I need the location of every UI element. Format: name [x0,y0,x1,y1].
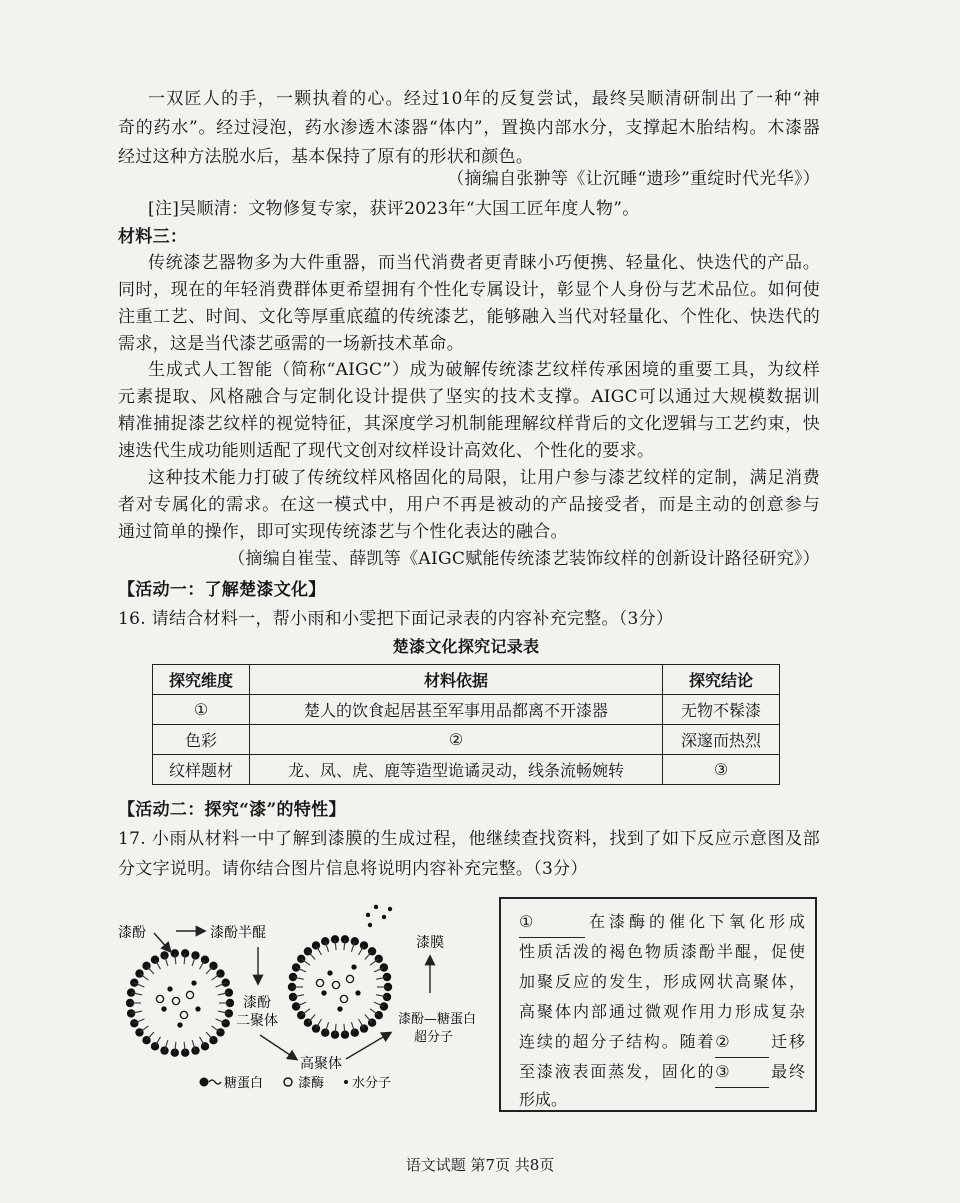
micelle-left [126,949,234,1057]
table-cell: ② [250,725,663,755]
water-particle [192,981,196,985]
label-dimer-2: 二聚体 [236,1013,278,1029]
table-header-row [153,665,780,695]
box-line-3: 加聚反应的发生，形成网状高聚体， [519,972,805,991]
material3-p3-line-2: 者对专属化的需求。在这一模式中，用户不再是被动的产品接受者，而是主动的创意参与 [118,495,820,515]
table-header: 探究维度 [153,665,250,695]
material3-heading: 材料三： [118,227,188,247]
glycoprotein-tail-icon [209,1080,221,1084]
question-16: 16. 请结合材料一，帮小雨和小雯把下面记录表的内容补充完整。（3分） [118,609,674,629]
box-line-7: 形成。 [519,1090,568,1109]
glycoprotein-head [312,1024,320,1032]
arrow-to-polymer [260,1035,296,1059]
blank-3[interactable]: ③ [715,1057,769,1088]
material3-p1-line-1: 传统漆艺器物多为大件重器，而当代消费者更青睐小巧便携、轻量化、快迭代的产品。 [148,253,820,273]
explanation-box [499,897,817,1112]
laccase-particle [346,975,353,982]
table-cell: 色彩 [153,725,250,755]
material2-line-2: 奇的药水”。经过浸泡，药水渗透木漆器“体内”，置换内部水分，支撑起木胎结构。木漆器 [118,118,820,138]
legend-water: 水分子 [352,1076,392,1091]
box-line-4: 高聚体内部通过微观作用力形成复杂 [519,1002,805,1021]
table-cell: 龙、凤、虎、鹿等造型诡谲灵动，线条流畅婉转 [250,755,663,785]
glycoprotein-head [375,1011,383,1019]
glycoprotein-head [360,1024,368,1032]
laccase-particle [186,991,193,998]
table-row [153,725,780,755]
laccase-particle [180,1011,187,1018]
table-header: 材料依据 [250,665,663,695]
label-film: 漆膜 [416,935,444,951]
glycoprotein-head [351,937,359,945]
reaction-diagram [100,895,495,1105]
label-complex-2: 超分子 [414,1030,454,1045]
question-17-line-2: 分文字说明。请你结合图片信息将说明内容补充完整。（3分） [118,859,588,879]
glycoprotein-head [135,969,143,977]
glycoprotein-head [225,1009,233,1017]
arrow-to-complex [346,1033,390,1059]
table-cell: ① [153,695,250,725]
evaporating-water [366,913,370,917]
material2-line-3: 经过这种方法脱水后，基本保持了原有的形状和颜色。 [118,147,534,167]
label-dimer-1: 漆酚 [243,995,271,1011]
blank-1[interactable]: ① [519,907,585,938]
page-footer: 语文试题 第7页 共8页 [405,1156,555,1174]
activity2-heading: 【活动二：探究“漆”的特性】 [118,800,346,820]
label-complex-1: 漆酚—糖蛋白 [398,1012,477,1027]
legend-glycoprotein: 糖蛋白 [224,1076,264,1091]
material3-p2-line-1: 生成式人工智能（简称“AIGC”）成为破解传统漆艺纹样传承困境的重要工具，为纹样 [148,360,820,380]
water-particle [196,1007,200,1011]
micelle-right [288,905,392,1039]
material3-p3-line-1: 这种技术能力打破了传统纹样风格固化的局限，让用户参与漆艺纹样的定制，满足消费 [148,468,820,488]
water-particle [328,971,332,975]
material3-p2-line-4: 速迭代生成功能则适配了现代文创对纹样设计高效化、个性化的要求。 [118,441,655,461]
water-particle [352,965,356,969]
box-line-2: 性质活泼的褐色物质漆酚半醌，促使 [519,942,805,961]
arrow-urushiol [154,933,170,951]
water-particle [322,991,326,995]
question-17-line-1: 17. 小雨从材料一中了解到漆膜的生成过程，他继续查找资料，找到了如下反应示意图及部 [118,829,820,849]
material3-p1-line-3: 注重工艺、时间、文化等厚重底蕴的传统漆艺，能够融入当代对轻量化、个性化、快迭代的 [118,307,820,327]
table-row [153,755,780,785]
activity1-heading: 【活动一：了解楚漆文化】 [118,580,326,600]
box-text: 在漆酶的催化下氧化形成 [585,912,805,931]
box-line-6 [519,1057,805,1088]
box-text: 至漆液表面蒸发，固化的 [519,1062,716,1081]
material3-p2-line-2: 元素提取、风格融合与定制化设计提供了坚实的技术支撑。AIGC可以通过大规模数据训 [118,387,820,407]
water-particle [168,987,172,991]
laccase-particle [172,997,179,1004]
box-text: 连续的超分子结构。随着 [519,1032,716,1051]
box-line-1 [519,907,805,938]
evaporating-water [368,923,372,927]
glycoprotein-head [375,955,383,963]
laccase-particle [156,995,163,1002]
label-quinone: 漆酚半醌 [210,925,266,941]
label-urushiol: 漆酚 [118,925,146,941]
glycoprotein-head [201,1042,209,1050]
material3-p2-line-3: 精准捕捉漆艺纹样的视觉特征，其深度学习机制能理解纹样背后的文化逻辑与工艺约束，快 [118,414,820,434]
laccase-particle [316,979,323,986]
glycoprotein-head [216,969,224,977]
material2-note: [注]吴顺清：文物修复专家，获评2023年“大国工匠年度人物”。 [148,199,640,219]
material3-source: （摘编自崔莹、薛凯等《AIGC赋能传统漆艺装饰纹样的创新设计路径研究》） [228,549,820,569]
glycoprotein-head [321,937,329,945]
box-line-5 [519,1027,805,1058]
material2-line-1: 一双匠人的手，一颗执着的心。经过10年的反复尝试，最终吴顺清研制出了一种“神 [148,89,820,109]
evaporating-water [388,907,392,911]
table-cell: 无物不髹漆 [663,695,780,725]
water-particle [338,1007,342,1011]
evaporating-water [374,905,378,909]
glycoprotein-legend-icon [200,1078,209,1087]
glycoprotein-head [151,1042,159,1050]
box-text: 迁移 [769,1032,805,1051]
material3-p1-line-4: 需求，这是当代漆艺亟需的一场新技术革命。 [118,334,464,354]
laccase-particle [340,995,347,1002]
water-particle [356,991,360,995]
water-particle [178,1023,182,1027]
table-title: 楚漆文化探究记录表 [392,637,540,656]
material2-source: （摘编自张翀等《让沉睡“遗珍”重绽时代光华》） [447,169,820,189]
glycoprotein-head [191,1046,199,1054]
table-header: 探究结论 [663,665,780,695]
glycoprotein-head [225,988,233,996]
material3-p3-line-3: 通过简单的操作，即可实现传统漆艺与个性化表达的融合。 [118,522,568,542]
water-molecule-legend-icon [344,1080,348,1084]
laccase-particle [332,981,339,988]
legend-laccase: 漆酶 [298,1076,325,1091]
table-cell: 深邃而热烈 [663,725,780,755]
record-table [152,664,780,785]
table-cell: 楚人的饮食起居甚至军事用品都离不开漆器 [250,695,663,725]
table-row [153,695,780,725]
label-polymer: 高聚体 [300,1056,342,1072]
table-cell: 纹样题材 [153,755,250,785]
evaporating-water [382,915,386,919]
table-cell: ③ [663,755,780,785]
blank-2[interactable]: ② [715,1027,769,1058]
laccase-legend-icon [284,1078,292,1086]
water-particle [162,1007,166,1011]
material3-p1-line-2: 同时，现在的年轻消费群体更希望拥有个性化专属设计，彰显个人身份与艺术品位。如何使 [118,280,820,300]
box-text: 最终 [769,1062,805,1081]
glycoprotein-head [160,1046,168,1054]
